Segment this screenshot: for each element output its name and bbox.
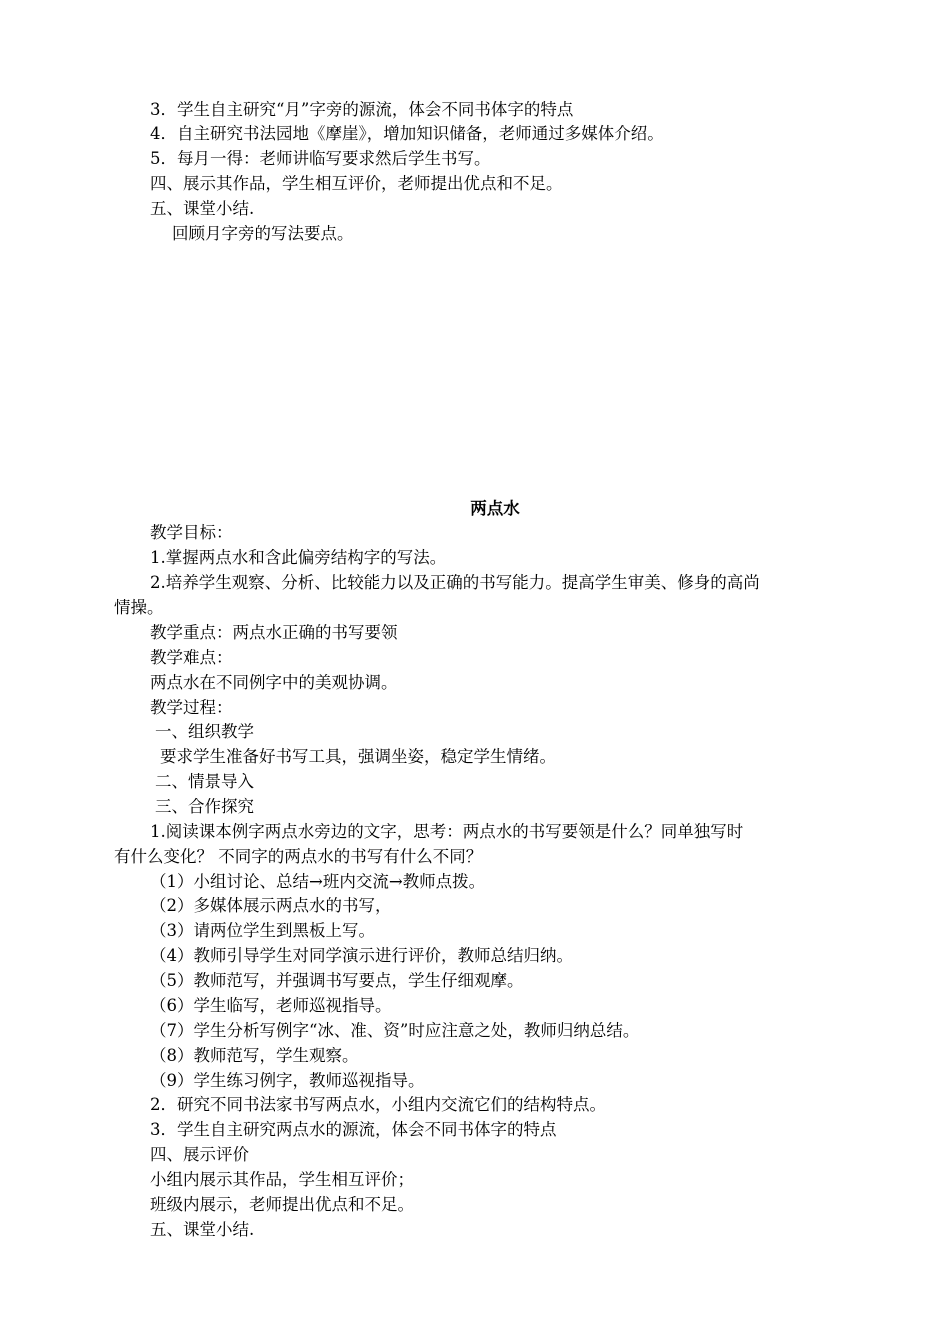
text-line: 1.掌握两点水和含此偏旁结构字的写法。: [150, 548, 447, 567]
text-line: 3．学生自主研究“月”字旁的源流，体会不同书体字的特点: [150, 100, 574, 119]
text-line: （1）小组讨论、总结→班内交流→教师点拨。: [150, 872, 486, 891]
text-line: （7）学生分析写例字“冰、准、资”时应注意之处，教师归纳总结。: [150, 1021, 640, 1040]
text-line: 1.阅读课本例字两点水旁边的文字，思考：两点水的书写要领是什么？同单独写时: [150, 822, 744, 841]
text-line: （2）多媒体展示两点水的书写，: [150, 896, 392, 915]
text-line: 4．自主研究书法园地《摩崖》，增加知识储备，老师通过多媒体介绍。: [150, 124, 664, 143]
text-line: 有什么变化？ 不同字的两点水的书写有什么不同？: [114, 847, 483, 866]
text-line: （3）请两位学生到黑板上写。: [150, 921, 375, 940]
text-line: （5）教师范写，并强调书写要点，学生仔细观摩。: [150, 971, 524, 990]
text-line: 情操。: [114, 598, 164, 617]
text-line: 教学重点：两点水正确的书写要领: [150, 623, 398, 642]
text-line: 四、展示评价: [150, 1145, 249, 1164]
text-line: 四、展示其作品，学生相互评价，老师提出优点和不足。: [150, 174, 563, 193]
text-line: 二、情景导入: [155, 772, 254, 791]
text-line: 教学过程：: [150, 698, 233, 717]
text-line: 2．研究不同书法家书写两点水，小组内交流它们的结构特点。: [150, 1095, 606, 1114]
text-line: （4）教师引导学生对同学演示进行评价，教师总结归纳。: [150, 946, 573, 965]
text-line: 小组内展示其作品，学生相互评价；: [150, 1170, 414, 1189]
text-line: 要求学生准备好书写工具，强调坐姿，稳定学生情绪。: [160, 747, 556, 766]
text-line: 教学目标：: [150, 523, 233, 542]
text-line: （8）教师范写，学生观察。: [150, 1046, 359, 1065]
text-line: （6）学生临写，老师巡视指导。: [150, 996, 392, 1015]
text-line: 2.培养学生观察、分析、比较能力以及正确的书写能力。提高学生审美、修身的高尚: [150, 573, 760, 592]
text-line: 5．每月一得：老师讲临写要求然后学生书写。: [150, 149, 491, 168]
text-line: 五、课堂小结.: [150, 199, 255, 218]
text-line: （9）学生练习例字，教师巡视指导。: [150, 1071, 425, 1090]
text-line: 五、课堂小结.: [150, 1220, 255, 1239]
text-line: 3．学生自主研究两点水的源流，体会不同书体字的特点: [150, 1120, 557, 1139]
text-line: 班级内展示，老师提出优点和不足。: [150, 1195, 414, 1214]
text-line: 教学难点：: [150, 648, 233, 667]
text-line: 回顾月字旁的写法要点。: [172, 224, 354, 243]
lesson-title: 两点水: [470, 499, 520, 518]
text-line: 三、合作探究: [155, 797, 254, 816]
text-line: 一、组织教学: [155, 722, 254, 741]
text-line: 两点水在不同例字中的美观协调。: [150, 673, 398, 692]
